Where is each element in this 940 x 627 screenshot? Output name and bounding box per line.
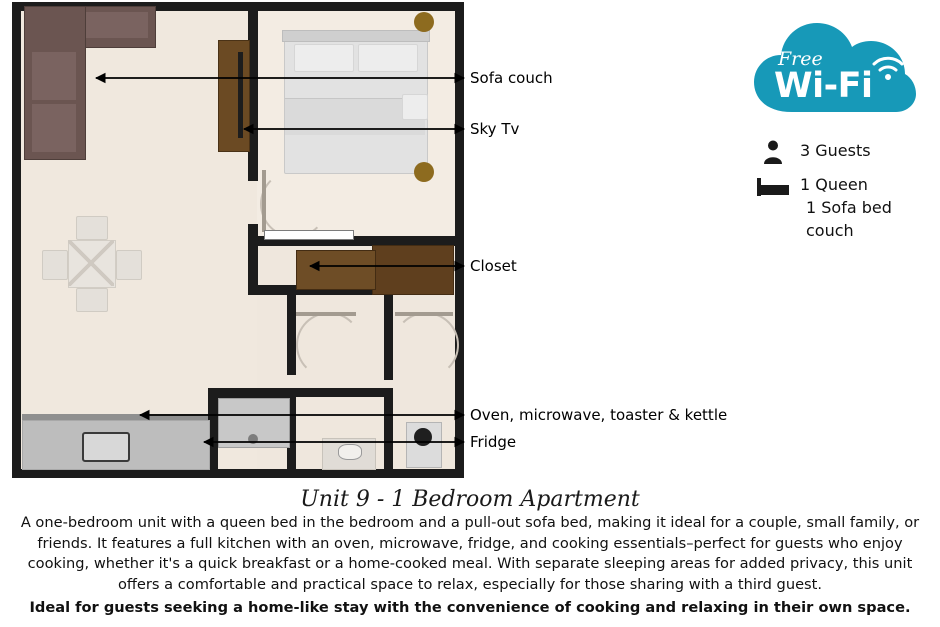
vanity-basin (338, 444, 362, 460)
oven-knob (248, 434, 258, 444)
door-leaf-bath-right (395, 312, 453, 316)
dining-chair-top (76, 216, 108, 240)
page-title: Unit 9 - 1 Bedroom Apartment (300, 487, 640, 512)
free-wifi-badge (748, 14, 920, 120)
dining-chair-right (116, 250, 142, 280)
bed-icon (757, 176, 791, 198)
sky-tv-screen (238, 52, 243, 138)
wall-bath-lower-right (384, 388, 393, 469)
callout-label-sofa-couch: Sofa couch (470, 69, 553, 87)
wall-bath-lower-top (296, 388, 384, 397)
door-leaf-bath-left (296, 312, 356, 316)
wifi-main-label: Wi-Fi (774, 66, 873, 106)
callout-label-kitchen-appliances: Oven, microwave, toaster & kettle (470, 406, 728, 424)
wall-closet-left (248, 236, 258, 292)
description-bold-text: Ideal for guests seeking a home-like stay with the convenience of cooking and relaxing in their own space. (29, 598, 911, 616)
person-icon (760, 139, 786, 165)
sofa-cushion-2 (32, 52, 76, 100)
bed-primary-label: 1 Queen (800, 175, 868, 194)
door-arc-bath-right (393, 312, 459, 378)
bed-config-block (800, 173, 892, 243)
bed-secondary-label-line1: 1 Sofa bed (806, 198, 892, 218)
wifi-free-label: Free (778, 48, 823, 70)
description-block (14, 513, 926, 619)
closet-furniture (372, 245, 454, 295)
nightstand-bottom (414, 162, 434, 182)
dining-chair-bottom (76, 288, 108, 312)
bed-headboard (282, 30, 430, 42)
floor-plan (12, 2, 464, 478)
toilet-bowl (414, 428, 432, 446)
nightstand-top (414, 12, 434, 32)
kitchen-sink (82, 432, 130, 462)
kitchen-counter-edge (22, 414, 208, 420)
callout-label-sky-tv: Sky Tv (470, 120, 520, 138)
wall-kitchen-top (208, 388, 296, 398)
dining-table-cross (68, 240, 114, 286)
bed-pillow-right (358, 44, 418, 72)
wall-bath-vertical (287, 295, 296, 375)
dining-chair-left (42, 250, 68, 280)
description-text: A one-bedroom unit with a queen bed in the bedroom and a pull-out sofa bed, making it ideal for a couple, small family, or friends. It features a full kitchen with an oven, microwave, fridge, and cooking essentials–perfect for guests who enjoy cooking, whether it's a quick breakfast or a home-cooked meal. With separate sleeping areas for added privacy, this unit offers a comfortable and practical space to relax, especially for those sharing with a third guest. (20, 514, 920, 594)
door-arc-bedroom (260, 170, 328, 238)
wall-bath-divider (384, 285, 393, 380)
tv-unit (218, 40, 250, 152)
bed-pillow-left (294, 44, 354, 72)
door-leaf-bedroom (262, 170, 266, 232)
callout-label-closet: Closet (470, 257, 517, 275)
bed-cushion-corner (402, 94, 428, 120)
sofa-cushion-3 (32, 104, 76, 152)
window-closet (264, 230, 354, 240)
sofa-cushion-1 (86, 12, 148, 38)
door-arc-bath-left (296, 312, 362, 378)
bed-secondary-label-line2: couch (806, 221, 854, 241)
callout-label-fridge: Fridge (470, 433, 517, 451)
closet-furniture-rail (296, 250, 376, 290)
guests-count-label: 3 Guests (800, 141, 871, 160)
wifi-icon (868, 48, 908, 82)
